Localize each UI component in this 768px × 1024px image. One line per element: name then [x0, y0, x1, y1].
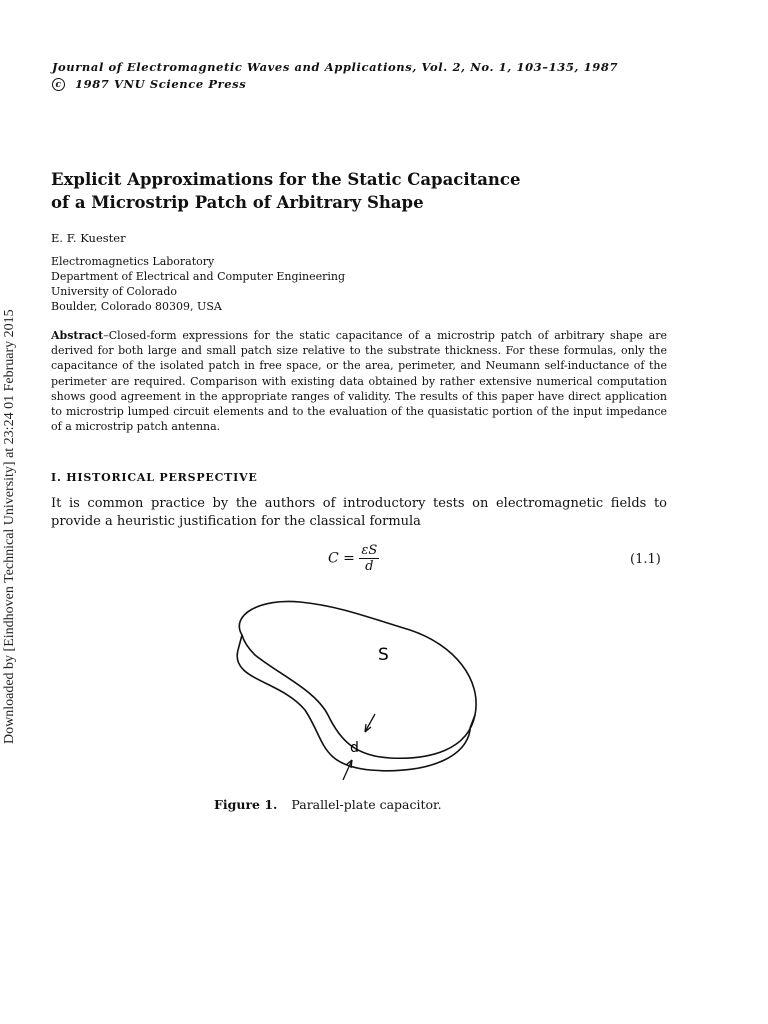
- title-line-2: of a Microstrip Patch of Arbitrary Shape: [51, 193, 424, 212]
- capacitor-diagram: [220, 590, 490, 790]
- plate-edge-left: [238, 635, 242, 650]
- figure-caption: [214, 797, 442, 812]
- label-s: S: [378, 645, 389, 665]
- abstract-text: –Closed-form expressions for the static capacitance of a microstrip patch of arbitrary shape are derived for both large and small patch size relative to the substrate thickness. For these formulas, only the capacitance of the isolated patch in free space, or the area, perimeter, and Neumann self-inductance of the perimeter are required. Comparison with existing data obtained by rather extensive numerical computation shows good agreement in the appropriate ranges of validity. The results of this paper have direct application to microstrip lumped circuit elements and to the evaluation of the quasistatic portion of the input impedance of a microstrip patch antenna.: [51, 329, 667, 434]
- equation-fraction: [359, 543, 379, 574]
- affiliation-line: Boulder, Colorado 80309, USA: [51, 300, 222, 313]
- journal-header: [52, 59, 618, 93]
- paper-title: [51, 168, 520, 214]
- journal-citation: Journal of Electromagnetic Waves and Applications, Vol. 2, No. 1, 103–135, 1987: [52, 60, 619, 74]
- equation-numerator: εS: [361, 543, 378, 558]
- capacitor-figure: [220, 590, 490, 794]
- affiliation-line: Electromagnetics Laboratory: [51, 255, 215, 268]
- copyright-line: [52, 76, 618, 93]
- equation-number: (1.1): [630, 552, 661, 567]
- copyright-text: 1987 VNU Science Press: [75, 77, 247, 91]
- affiliation-line: Department of Electrical and Computer Engineering: [51, 270, 346, 283]
- body-paragraph: It is common practice by the authors of introductory tests on electromagnetic fields to provide a heuristic justification for the classical formula: [51, 496, 667, 529]
- affiliation: [51, 254, 345, 314]
- equation-denominator: d: [365, 559, 374, 574]
- section-heading: I. HISTORICAL PERSPECTIVE: [51, 471, 258, 484]
- equation: [328, 543, 379, 574]
- title-line-1: Explicit Approximations for the Static Capacitance: [51, 170, 521, 189]
- caption-text: Parallel-plate capacitor.: [291, 797, 442, 812]
- equation-lhs: C =: [328, 550, 355, 567]
- abstract: [51, 328, 667, 434]
- label-d: d: [350, 740, 359, 756]
- top-plate: [239, 601, 476, 758]
- copyright-icon: c: [52, 78, 65, 91]
- affiliation-line: University of Colorado: [51, 285, 178, 298]
- download-watermark: Downloaded by [Eindhoven Technical University] at 23:24 01 February 2015: [2, 309, 17, 744]
- author: E. F. Kuester: [51, 231, 126, 245]
- abstract-label: Abstract: [51, 329, 104, 342]
- caption-label: Figure 1.: [214, 797, 278, 812]
